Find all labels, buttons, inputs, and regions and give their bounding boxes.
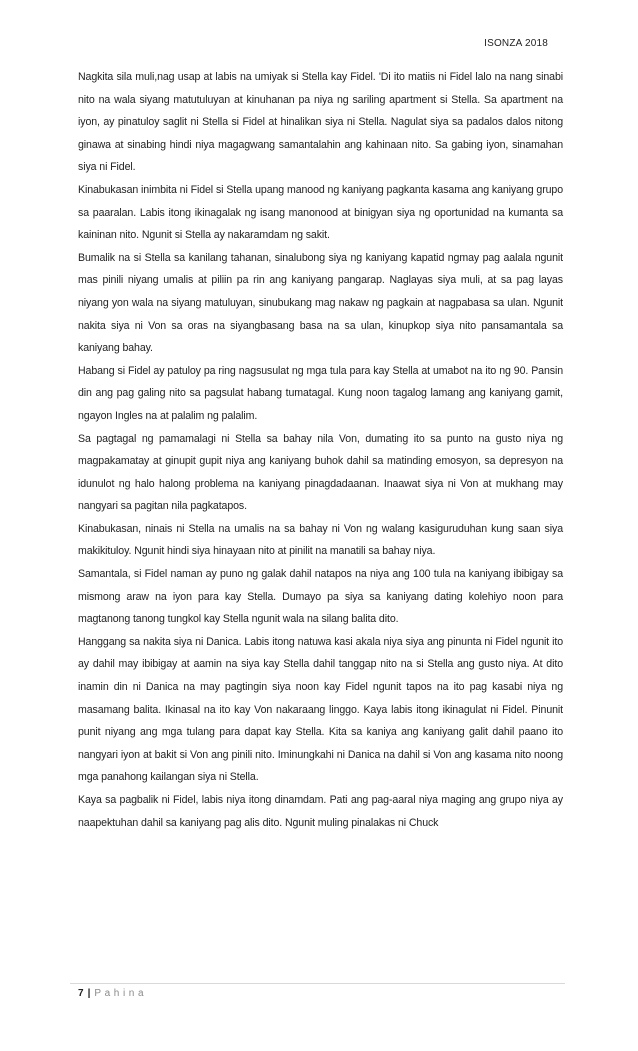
paragraph-7: Samantala, si Fidel naman ay puno ng galak dahil natapos na niya ang 100 tula na kaniyang ibibigay sa mismong araw na iyon para kay Stella. Dumayo pa siya sa kaniyang dating kolehiyo noon para magtanong tanong tungkol kay Stella ngunit wala na silang balita dito. (78, 568, 563, 626)
footer-divider (70, 983, 565, 984)
paragraph-2: Kinabukasan inimbita ni Fidel si Stella upang manood ng kaniyang pagkanta kasama ang kaniyang grupo sa paaralan. Labis itong ikinagalak ng isang manonood at binigyan siya ng oportunidad na kumanta sa kaininan nito. Ngunit si Stella ay nakaramdam ng sakit. (78, 183, 563, 242)
document-body (78, 66, 563, 834)
paragraph-6: Kinabukasan, ninais ni Stella na umalis na sa bahay ni Von ng walang kasiguruduhan kung saan siya makikituloy. Ngunit hindi siya hinayaan nito at pinilit na manatili sa bahay niya. (78, 522, 563, 558)
page-header: ISONZA 2018 (484, 38, 548, 49)
paragraph-4: Habang si Fidel ay patuloy pa ring nagsusulat ng mga tula para kay Stella at umabot na ito ng 90. Pansin din ang pag galing nito sa pagsulat habang tumatagal. Kung noon tagalog lamang ang kaniyang gamit, ngayon Ingles na at palalim ng palalim. (78, 364, 563, 422)
paragraph-1: Nagkita sila muli,nag usap at labis na umiyak si Stella kay Fidel. 'Di ito matiis ni Fidel lalo na nang sinabi nito na wala siyang matutuluyan at kinuhanan pa niya ng sariling apartment si Stella. Sa apartment na iyon, ay pinatuloy saglit ni Stella si Fidel at hinalikan siya ni Stella. Nagulat siya sa padalos dalos nitong ginawa at sinabing hindi niya magagwang samantalahin ang kahinaan nito. Sa gabing iyon, sinamahan siya ni Fidel. (78, 71, 563, 174)
page-number: 7 (78, 988, 84, 999)
paragraph-3: Bumalik na si Stella sa kanilang tahanan, sinalubong siya ng kaniyang kapatid ngmay pag aalala ngunit mas pinili niyang umalis at piliin pa rin ang kaniyang pangarap. Naglayas siya muli, at sa pag layas niyang yon wala na siyang matuluyan, sinubukang mag nakaw ng pagkain at nagpabasa sa ulan. Ngunit nakita siya ni Von sa oras na siyangbasang basa na sa ulan, kinupkop siya nito pansamantala sa kaniyang bahay. (78, 251, 563, 355)
paragraph-8: Hanggang sa nakita siya ni Danica. Labis itong natuwa kasi akala niya siya ang pinunta ni Fidel ngunit ito ay dahil may ibibigay at aamin na siya kay Stella dahil tanggap nito na si Stella ang gusto niya. At dito inamin din ni Danica na may pagtingin siya noon kay Fidel ngunit tapos na ito pag kasabi niya ng masamang balita. Ikinasal na ito kay Von nakaraang linggo. Kaya labis itong ikinagulat ni Fidel. Pinunit punit niyang ang mga tulang para dapat kay Stella. Kita sa kaniya ang kaniyang galit dahil paano ito nangyari iyon at bakit si Von ang pinili nito. Iminungkahi ni Danica na dahil si Von ang kasama nito noong mga panahong kailangan siya ni Stella. (78, 635, 563, 784)
page-label: Pahina (94, 988, 148, 999)
paragraph-5: Sa pagtagal ng pamamalagi ni Stella sa bahay nila Von, dumating ito sa punto na gusto niya ng magpakamatay at ginupit gupit niya ang kaniyang buhok dahil sa matinding emosyon, sa depresyon na idunulot ng halo halong problema na kaniyang pinagdadaanan. Inaawat siya ni Von at mukhang may nangyari sa pagitan nila pagkatapos. (78, 432, 563, 513)
footer-separator: | (87, 988, 91, 999)
paragraph-9: Kaya sa pagbalik ni Fidel, labis niya itong dinamdam. Pati ang pag-aaral niya maging ang grupo niya ay naapektuhan dahil sa kaniyang pag alis dito. Ngunit muling pinalakas ni Chuck (78, 794, 563, 829)
page-footer (78, 988, 147, 999)
